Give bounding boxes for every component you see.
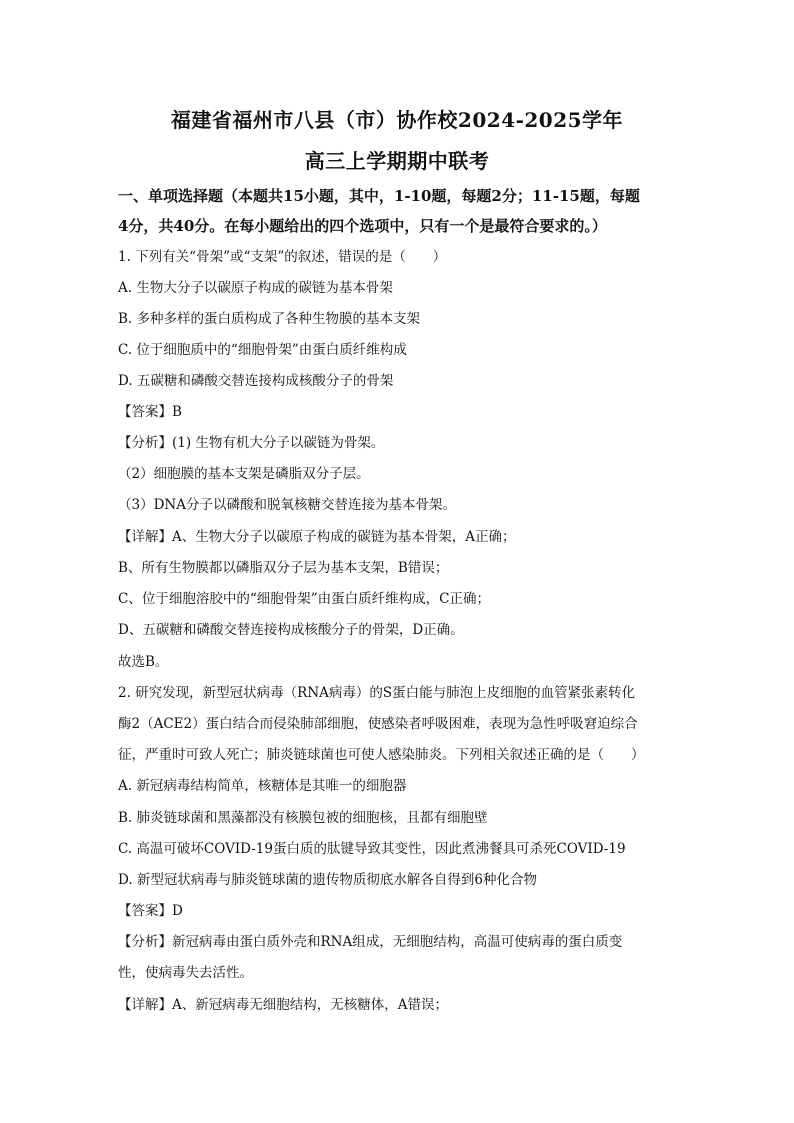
document-title: 福建省福州市八县（市）协作校2024-2025学年 [170,108,624,132]
q1-detail-4: D、五碳糖和磷酸交替连接构成核酸分子的骨架，D正确。 [118,622,464,638]
q1-option-a: A. 生物大分子以碳原子构成的碳链为基本骨架 [118,280,393,296]
q1-detail-1: 【详解】A、生物大分子以碳原子构成的碳链为基本骨架，A正确； [118,529,516,545]
q1-analysis-1: 【分析】(1) 生物有机大分子以碳链为骨架。 [118,435,385,451]
q2-analysis-1: 【分析】新冠病毒由蛋白质外壳和RNA组成，无细胞结构，高温可使病毒的蛋白质变 [118,934,623,950]
q2-option-c: C. 高温可破坏COVID-19蛋白质的肽键导致其变性，因此煮沸餐具可杀死COVID-19 [118,841,626,857]
q1-option-d: D. 五碳糖和磷酸交替连接构成核酸分子的骨架 [118,373,394,389]
q2-option-a: A. 新冠病毒结构简单，核糖体是其唯一的细胞器 [118,778,407,794]
q2-stem-3: 征，严重时可致人死亡；肺炎链球菌也可使人感染肺炎。下列相关叙述正确的是（ ） [118,747,645,763]
section-heading-cont: 4分，共40分。在每小题给出的四个选项中，只有一个是最符合要求的。） [118,217,607,235]
q1-option-c: C. 位于细胞质中的“细胞骨架”由蛋白质纤维构成 [118,342,407,358]
q1-detail-2: B、所有生物膜都以磷脂双分子层为基本支架，B错误； [118,560,449,576]
q1-analysis-2: （2）细胞膜的基本支架是磷脂双分子层。 [118,466,370,482]
q1-analysis-3: （3）DNA分子以磷酸和脱氧核糖交替连接为基本骨架。 [118,497,456,513]
q2-stem-2: 酶2（ACE2）蛋白结合而侵染肺部细胞，使感染者呼吸困难，表现为急性呼吸窘迫综合 [118,716,638,732]
q1-answer: 【答案】B [118,404,182,420]
q2-option-d: D. 新型冠状病毒与肺炎链球菌的遗传物质彻底水解各自得到6种化合物 [118,872,538,888]
q2-answer: 【答案】D [118,903,183,919]
q1-detail-3: C、位于细胞溶胶中的“细胞骨架”由蛋白质纤维构成，C正确； [118,591,490,607]
q2-analysis-2: 性，使病毒失去活性。 [118,965,253,981]
q1-option-b: B. 多种多样的蛋白质构成了各种生物膜的基本支架 [118,311,421,327]
q2-stem-1: 2. 研究发现，新型冠状病毒（RNA病毒）的S蛋白能与肺泡上皮细胞的血管紧张素转化 [118,685,636,701]
document-subtitle: 高三上学期期中联考 [304,149,490,173]
q2-detail-1: 【详解】A、新冠病毒无细胞结构，无核糖体，A错误； [118,997,448,1013]
q1-stem: 1. 下列有关“骨架”或“支架”的叙述，错误的是（ ） [118,249,447,265]
q2-option-b: B. 肺炎链球菌和黑藻都没有核膜包被的细胞核，且都有细胞壁 [118,810,488,826]
section-heading: 一、单项选择题（本题共15小题，其中，1-10题，每题2分；11-15题，每题 [118,187,640,205]
q1-conclusion: 故选B。 [118,654,169,670]
